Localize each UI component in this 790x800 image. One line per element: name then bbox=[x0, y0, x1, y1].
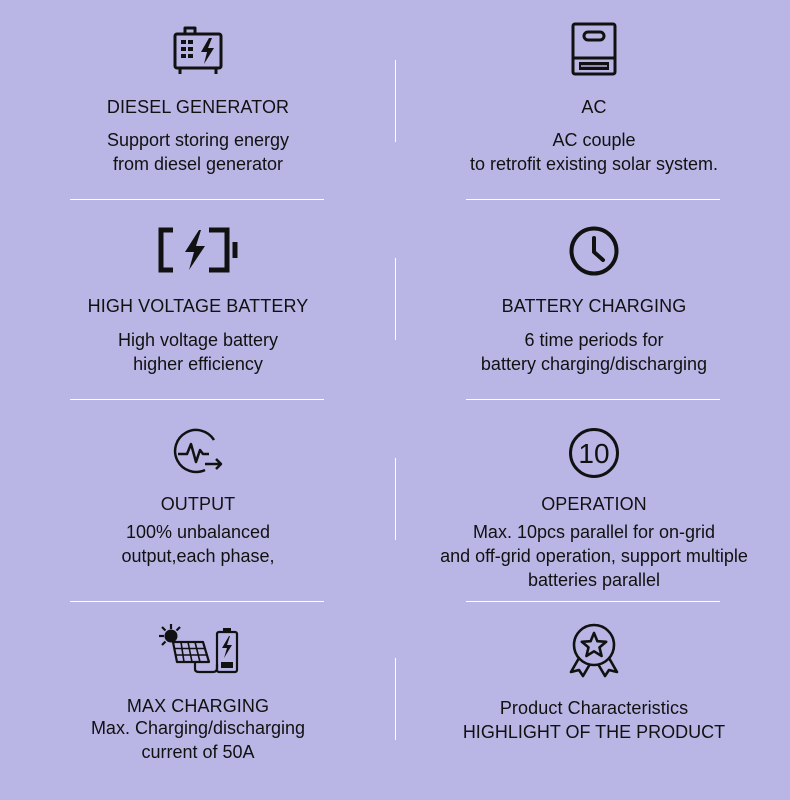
feature-diesel-generator bbox=[40, 0, 356, 200]
feature-title: AC bbox=[581, 97, 607, 117]
feature-description bbox=[40, 128, 356, 176]
feature-battery-charging bbox=[436, 200, 752, 400]
feature-description bbox=[40, 520, 356, 568]
battery-charging-icon bbox=[157, 226, 239, 274]
solar-battery-icon bbox=[155, 622, 241, 676]
feature-title: OUTPUT bbox=[160, 494, 236, 514]
description-line: Support storing energy bbox=[106, 130, 290, 150]
description-line: and off-grid operation, support multiple bbox=[440, 546, 748, 566]
description-line: batteries parallel bbox=[527, 570, 661, 590]
feature-description bbox=[436, 520, 752, 592]
pulse-output-icon bbox=[171, 428, 225, 478]
column-divider bbox=[395, 258, 396, 340]
feature-high-voltage-battery bbox=[40, 200, 356, 400]
icon-number: 10 bbox=[578, 438, 610, 469]
column-divider bbox=[395, 458, 396, 540]
feature-description bbox=[436, 328, 752, 376]
description-line: AC couple bbox=[552, 130, 636, 150]
description-line: 6 time periods for bbox=[524, 330, 664, 350]
column-divider bbox=[395, 658, 396, 740]
feature-description bbox=[40, 716, 356, 764]
feature-title: BATTERY CHARGING bbox=[501, 296, 687, 316]
feature-description bbox=[436, 128, 752, 176]
feature-output bbox=[40, 400, 356, 600]
diesel-generator-icon bbox=[171, 24, 225, 76]
description-line: output,each phase, bbox=[121, 546, 275, 566]
feature-description bbox=[436, 720, 752, 744]
description-line: to retrofit existing solar system. bbox=[469, 154, 719, 174]
clock-icon bbox=[568, 225, 620, 277]
description-line: battery charging/discharging bbox=[480, 354, 708, 374]
feature-product-characteristics bbox=[436, 600, 752, 800]
description-line: higher efficiency bbox=[133, 354, 263, 374]
column-divider bbox=[395, 60, 396, 142]
award-star-icon bbox=[565, 621, 623, 679]
description-line: HIGHLIGHT OF THE PRODUCT bbox=[462, 722, 726, 742]
ac-unit-icon bbox=[571, 22, 617, 76]
feature-ac bbox=[436, 0, 752, 200]
feature-title: HIGH VOLTAGE BATTERY bbox=[87, 296, 309, 316]
description-line: Max. 10pcs parallel for on-grid bbox=[472, 522, 716, 542]
description-line: from diesel generator bbox=[112, 154, 284, 174]
description-line: High voltage battery bbox=[117, 330, 279, 350]
description-line: current of 50A bbox=[141, 742, 255, 762]
feature-title: DIESEL GENERATOR bbox=[106, 97, 290, 117]
description-line: 100% unbalanced bbox=[125, 522, 271, 542]
number-ten-icon bbox=[568, 427, 620, 479]
feature-title: OPERATION bbox=[541, 494, 647, 514]
feature-title: Product Characteristics bbox=[499, 698, 689, 718]
feature-title: MAX CHARGING bbox=[126, 696, 270, 716]
feature-operation bbox=[436, 400, 752, 600]
description-line: Max. Charging/discharging bbox=[90, 718, 306, 738]
feature-description bbox=[40, 328, 356, 376]
feature-max-charging bbox=[40, 600, 356, 800]
